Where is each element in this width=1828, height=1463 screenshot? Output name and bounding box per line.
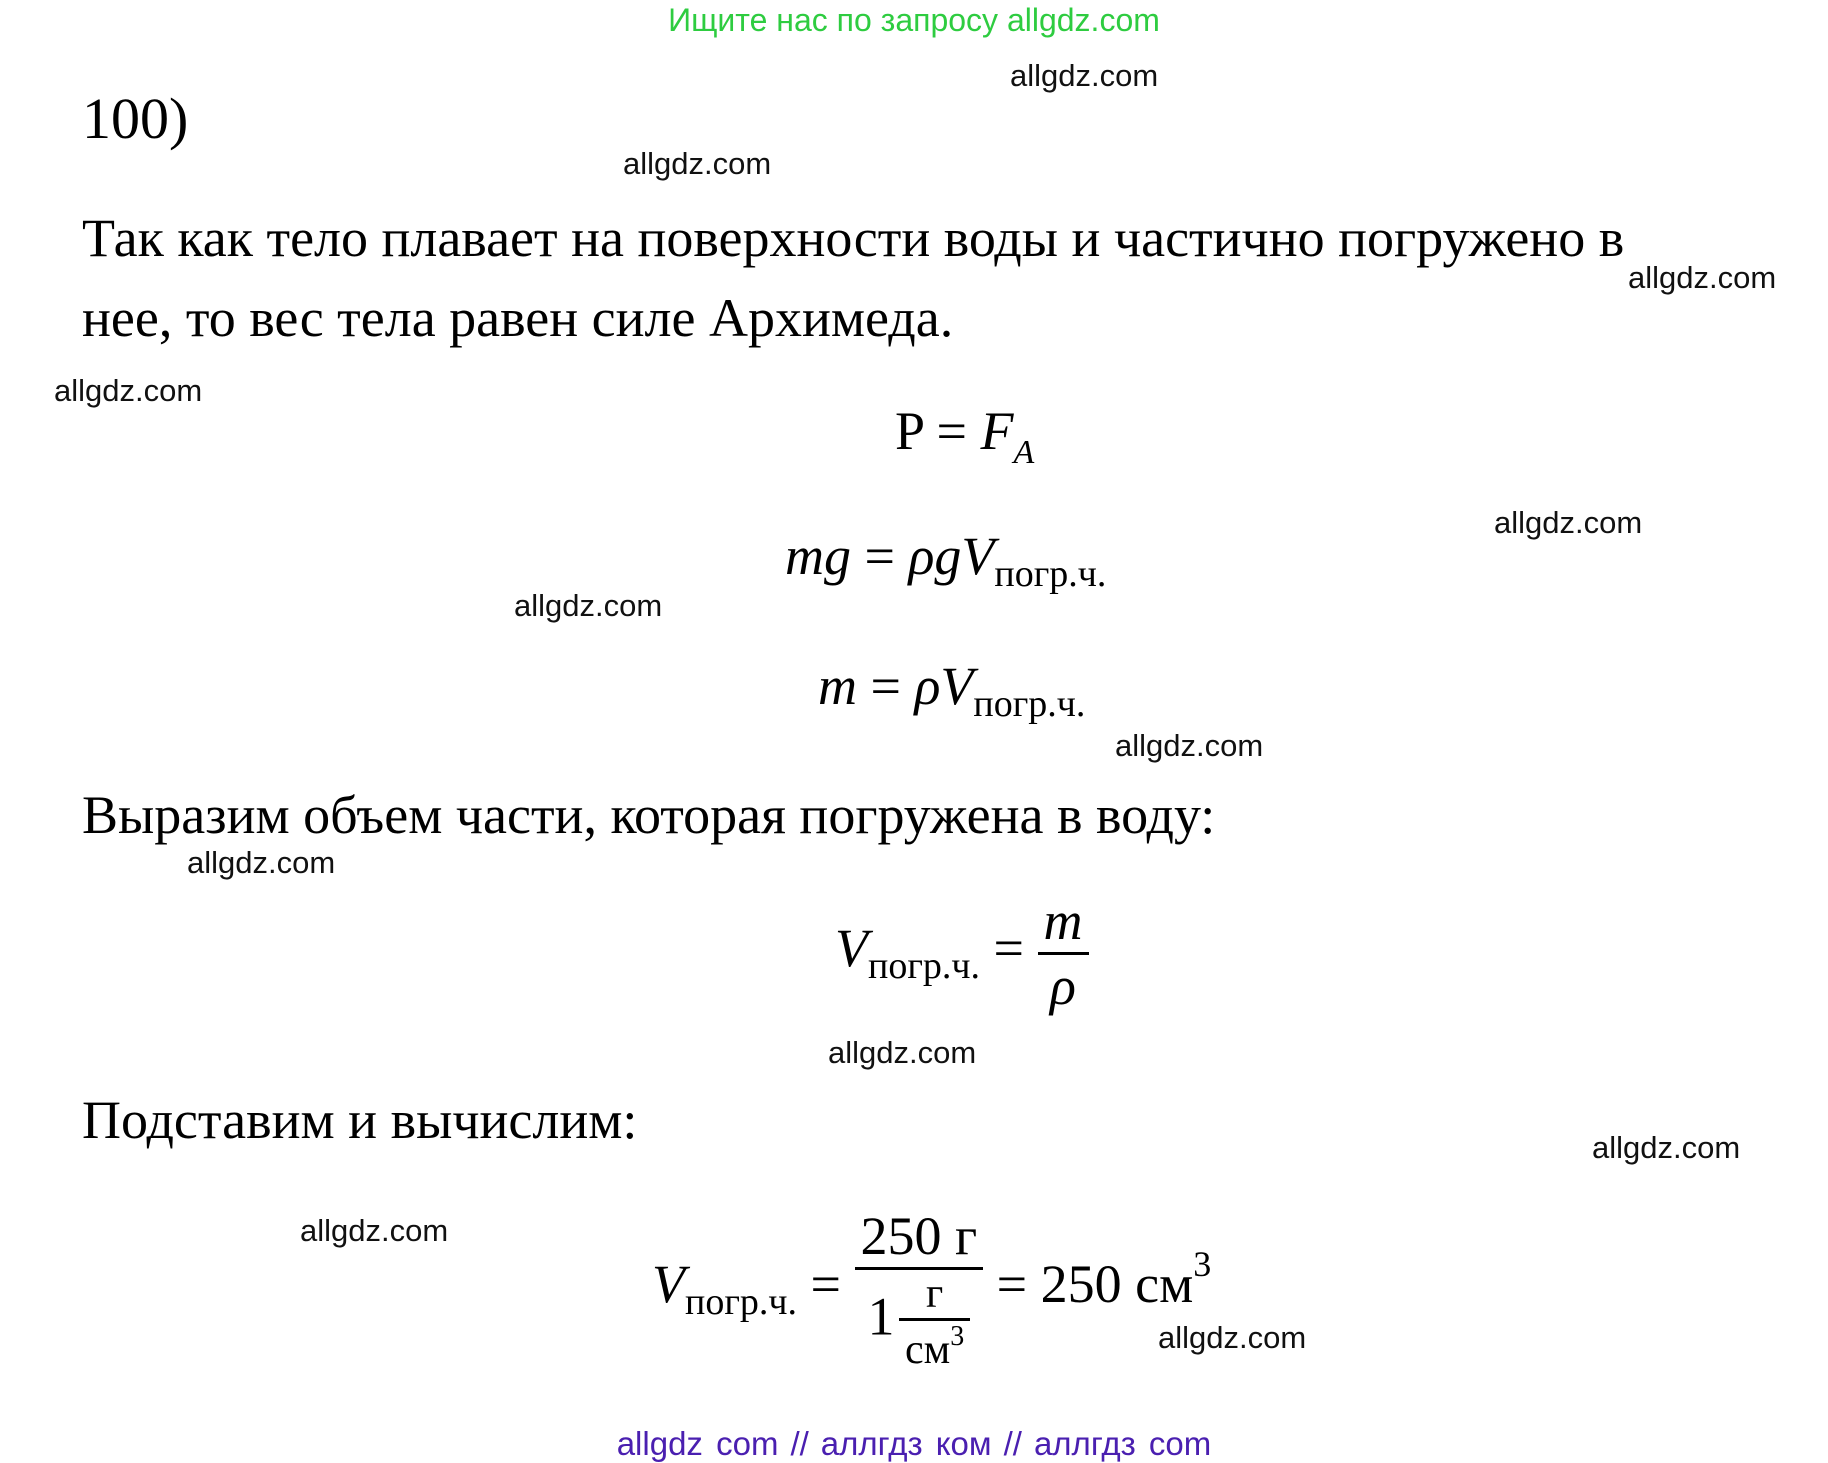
formula-lhs: V bbox=[652, 1253, 685, 1314]
fraction bbox=[855, 1205, 984, 1374]
watermark: allgdz.com bbox=[1010, 58, 1159, 93]
formula-lhs: V bbox=[835, 917, 868, 978]
fraction-denominator: ρ bbox=[1050, 956, 1076, 1016]
watermark: allgdz.com bbox=[1592, 1130, 1741, 1165]
formula-calculation bbox=[652, 1205, 1211, 1374]
footer-link[interactable]: allgdz com bbox=[616, 1425, 779, 1462]
paragraph-line: Подставим и вычислим: bbox=[82, 1090, 638, 1150]
formula-mg bbox=[785, 525, 1106, 596]
formula-equals: = bbox=[797, 1253, 855, 1314]
paragraph-line: Выразим объем части, которая погружена в воду: bbox=[82, 785, 1216, 845]
formula-subscript: погр.ч. bbox=[685, 1280, 798, 1323]
footer-separator: // bbox=[790, 1425, 809, 1462]
formula-equals: = bbox=[983, 1253, 1041, 1314]
fraction-denominator bbox=[855, 1270, 984, 1374]
unit-denominator bbox=[899, 1321, 970, 1374]
formula-equals: = bbox=[851, 526, 909, 586]
unit-fraction bbox=[899, 1270, 970, 1374]
watermark: allgdz.com bbox=[828, 1035, 977, 1070]
watermark: allgdz.com bbox=[623, 146, 772, 181]
formula-rhs: ρgV bbox=[908, 526, 995, 586]
formula-subscript: погр.ч. bbox=[994, 553, 1107, 595]
formula-rhs: F bbox=[980, 401, 1014, 461]
footer-separator: // bbox=[1003, 1425, 1022, 1462]
watermark: allgdz.com bbox=[1494, 505, 1643, 540]
denominator-integer: 1 bbox=[867, 1286, 895, 1347]
formula-result: 250 см bbox=[1040, 1253, 1194, 1314]
paragraph-line: нее, то вес тела равен силе Архимеда. bbox=[82, 288, 954, 348]
fraction-numerator: 250 г bbox=[855, 1205, 984, 1270]
fraction bbox=[1038, 890, 1089, 1017]
formula-weight-equals-archimedes bbox=[895, 400, 1034, 472]
result-exponent: 3 bbox=[1193, 1243, 1212, 1284]
watermark: allgdz.com bbox=[54, 373, 203, 408]
formula-mass bbox=[818, 655, 1085, 726]
formula-lhs: mg bbox=[785, 526, 851, 586]
problem-number: 100) bbox=[82, 86, 189, 151]
formula-lhs: P bbox=[895, 401, 924, 461]
formula-rhs: ρV bbox=[914, 656, 974, 716]
footer-link[interactable]: аллгдз com bbox=[1033, 1425, 1212, 1462]
paragraph-line: Так как тело плавает на поверхности воды и частично погружено в bbox=[82, 208, 1625, 268]
unit-numerator: г bbox=[899, 1270, 970, 1321]
footer-links bbox=[0, 1425, 1828, 1463]
formula-subscript: погр.ч. bbox=[973, 683, 1086, 725]
top-banner: Ищите нас по запросу allgdz.com bbox=[668, 2, 1160, 38]
formula-equals: = bbox=[980, 917, 1038, 978]
formula-subscript: погр.ч. bbox=[868, 944, 981, 987]
watermark: allgdz.com bbox=[1628, 260, 1777, 295]
formula-volume bbox=[835, 890, 1089, 1017]
formula-equals: = bbox=[923, 401, 981, 461]
unit-exponent: 3 bbox=[950, 1321, 965, 1352]
watermark: allgdz.com bbox=[300, 1213, 449, 1248]
unit-denominator-text: см bbox=[904, 1327, 951, 1373]
watermark: allgdz.com bbox=[514, 588, 663, 623]
fraction-numerator: m bbox=[1038, 890, 1089, 955]
watermark: allgdz.com bbox=[1158, 1320, 1307, 1355]
formula-equals: = bbox=[857, 656, 915, 716]
footer-link[interactable]: аллгдз ком bbox=[820, 1425, 992, 1462]
formula-subscript: A bbox=[1013, 434, 1035, 471]
watermark: allgdz.com bbox=[1115, 728, 1264, 763]
formula-lhs: m bbox=[818, 656, 857, 716]
watermark: allgdz.com bbox=[187, 845, 336, 880]
